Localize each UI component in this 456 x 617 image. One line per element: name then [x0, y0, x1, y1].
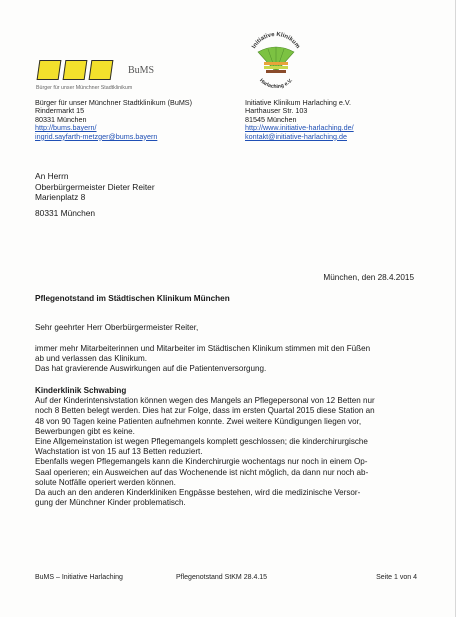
logo-arc-top: Initiative Klinikum — [251, 31, 301, 50]
text-line: Ebenfalls wegen Pflegemangels kann die Kinderchirurgie wochentags nur noch in einem Op- — [35, 457, 368, 467]
text-line: Auf der Kinderintensivstation können wegen des Mangels an Pflegepersonal von 12 Betten nur — [35, 396, 375, 406]
letter-date: München, den 28.4.2015 — [323, 273, 414, 282]
text-line: Saal operieren; ein Ausweichen auf das Wochenende ist nicht möglich, da dann nur noch ab- — [35, 467, 369, 477]
logo-word: BuMS — [128, 65, 155, 76]
section-kinderklinik — [35, 386, 430, 508]
recipient-address — [35, 171, 155, 218]
ikh-url-link[interactable]: http://www.initiative-harlaching.de/ — [245, 123, 354, 133]
logo-tagline: Bürger für unser Münchner Stadtklinikum — [36, 85, 133, 91]
text-line: gung der Münchner Kinder problematisch. — [35, 498, 186, 508]
bums-city: 80331 München — [35, 114, 87, 124]
text-line: ab und verlassen das Klinikum. — [35, 354, 148, 364]
ikh-street: Harthauser Str. 103 — [245, 106, 308, 116]
footer-page-number: Seite 1 von 4 — [376, 574, 417, 581]
ginkgo-leaf-icon — [258, 47, 294, 73]
ikh-name: Initiative Klinikum Harlaching e.V. — [245, 98, 352, 107]
text-line: Bewerbungen gibt es keine. — [35, 426, 135, 436]
logo-square — [37, 60, 62, 80]
sender-ikh — [245, 99, 354, 141]
text-line: immer mehr Mitarbeiterinnen und Mitarbeiter im Städtischen Klinikum stimmen mit den Füßen — [35, 344, 371, 353]
sender-bums — [35, 99, 192, 141]
bums-street: Rindermarkt 15 — [35, 106, 85, 116]
footer-left: BuMS – Initiative Harlaching — [35, 574, 123, 581]
recipient-line: Oberbürgermeister Dieter Reiter — [35, 181, 155, 192]
text-line: Wachstation ist von 15 auf 13 Betten reduziert. — [35, 447, 203, 457]
bums-url-link[interactable]: http://bums.bayern/ — [35, 123, 97, 133]
text-line: noch 8 Betten belegt werden. Dies hat zur Folge, dass im ersten Quartal 2015 diese Station an — [35, 406, 375, 416]
logo-arc-bottom: Harlaching e.V. — [258, 77, 294, 91]
recipient-line: Marienplatz 8 — [35, 192, 86, 203]
recipient-line: An Herrn — [35, 171, 69, 181]
section-heading: Kinderklinik Schwabing — [35, 386, 127, 395]
ikh-city: 81545 München — [245, 114, 297, 124]
bums-email-link[interactable]: ingrid.sayfarth-metzger@bums.bayern — [35, 131, 158, 141]
salutation: Sehr geehrter Herr Oberbürgermeister Reiter, — [35, 323, 199, 332]
text-line: Eine Allgemeinstation ist wegen Pflegemangels komplett geschlossen; die kinderchirurgische — [35, 437, 368, 447]
letter-subject: Pflegenotstand im Städtischen Klinikum München — [35, 294, 230, 303]
logo-square — [63, 60, 88, 80]
footer-center: Pflegenotstand StKM 28.4.15 — [176, 574, 268, 581]
recipient-line: 80331 München — [35, 207, 96, 218]
text-line: solute Notfälle operiert werden können. — [35, 477, 176, 487]
ikh-email-link[interactable]: kontakt@initiative-harlaching.de — [245, 131, 347, 141]
bums-name: Bürger für unser Münchner Stadtklinikum (BuMS) — [35, 98, 192, 107]
text-line: 48 von 90 Tagen keine Patienten aufnehmen konnte. Zwei weitere Kündigungen liegen vor, — [35, 416, 362, 426]
text-line: Das hat gravierende Auswirkungen auf die Patientenversorgung. — [35, 364, 267, 374]
intro-paragraph — [35, 344, 425, 375]
bums-logo — [36, 58, 166, 98]
text-line: Da auch an den anderen Kinderkliniken Engpässe bestehen, wird die medizinische Versor- — [35, 488, 361, 498]
ikh-logo — [244, 28, 308, 94]
logo-square — [89, 60, 114, 80]
